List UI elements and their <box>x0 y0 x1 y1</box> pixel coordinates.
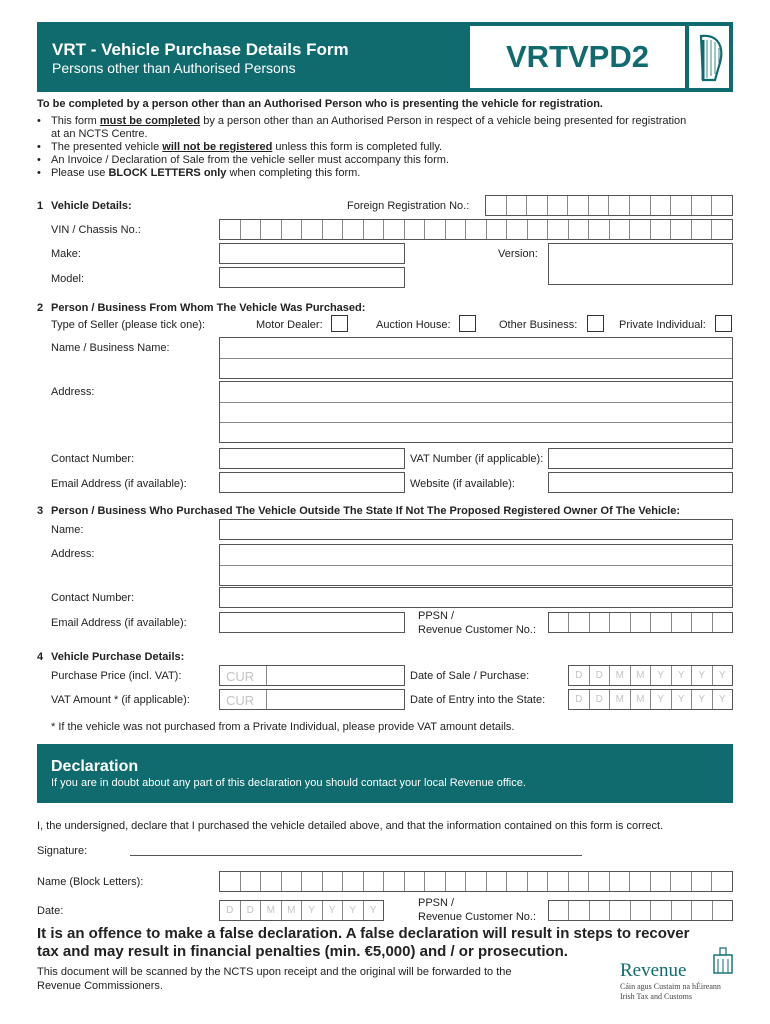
vin-input[interactable] <box>219 219 733 240</box>
version-input[interactable] <box>548 243 733 285</box>
auction-house-checkbox[interactable] <box>459 315 476 332</box>
harp-emblem-box <box>689 26 729 88</box>
entry-date-input[interactable]: D D M M Y Y Y Y <box>568 689 733 710</box>
seller-contact-input[interactable] <box>219 448 405 469</box>
section-2-title: Person / Business From Whom The Vehicle Was Purchased: <box>51 302 366 314</box>
signature-label: Signature: <box>37 845 88 857</box>
declaration-ppsn-label-2: Revenue Customer No.: <box>418 911 536 923</box>
declaration-banner <box>37 744 733 803</box>
declaration-title: Declaration <box>51 758 139 775</box>
signature-line[interactable] <box>130 855 582 856</box>
buyer-ppsn-label-1: PPSN / <box>418 610 455 622</box>
buyer-name-input[interactable] <box>219 519 733 540</box>
seller-name-input[interactable] <box>219 337 733 379</box>
section-1-title: Vehicle Details: <box>51 200 132 212</box>
model-input[interactable] <box>219 267 405 288</box>
declaration-subtitle: If you are in doubt about any part of this declaration you should contact your local Revenue office. <box>51 777 526 789</box>
section-3-number: 3 <box>37 505 44 517</box>
footer-note-2: Revenue Commissioners. <box>37 980 163 992</box>
revenue-logo-name: Revenue <box>620 960 687 981</box>
sale-date-label: Date of Sale / Purchase: <box>410 670 530 682</box>
seller-vat-label: VAT Number (if applicable): <box>410 453 544 465</box>
declaration-date-label: Date: <box>37 905 64 917</box>
field-divider <box>220 565 732 566</box>
block-name-input[interactable] <box>219 871 733 892</box>
buyer-name-label: Name: <box>51 524 84 536</box>
seller-email-input[interactable] <box>219 472 405 493</box>
seller-contact-label: Contact Number: <box>51 453 135 465</box>
form-subtitle: Persons other than Authorised Persons <box>52 60 296 76</box>
currency-placeholder: CUR <box>226 693 255 708</box>
field-divider <box>220 422 732 423</box>
buyer-contact-label: Contact Number: <box>51 592 135 604</box>
revenue-logo <box>620 945 740 1003</box>
buyer-ppsn-label-2: Revenue Customer No.: <box>418 624 536 636</box>
seller-website-input[interactable] <box>548 472 733 493</box>
form-title: VRT - Vehicle Purchase Details Form <box>52 40 349 59</box>
declaration-date-input[interactable]: D D M M Y Y Y Y <box>219 900 384 921</box>
vat-amount-label: VAT Amount * (if applicable): <box>51 694 190 706</box>
make-input[interactable] <box>219 243 405 264</box>
foreign-reg-label: Foreign Registration No.: <box>347 200 470 212</box>
seller-website-label: Website (if available): <box>410 478 515 490</box>
section-4-number: 4 <box>37 651 44 663</box>
seller-email-label: Email Address (if available): <box>51 478 187 490</box>
declaration-ppsn-label-1: PPSN / <box>418 897 455 909</box>
entry-date-label: Date of Entry into the State: <box>410 694 546 706</box>
motor-dealer-checkbox[interactable] <box>331 315 348 332</box>
model-label: Model: <box>51 273 85 285</box>
revenue-building-icon <box>712 945 734 975</box>
currency-divider <box>266 666 267 685</box>
field-divider <box>220 402 732 403</box>
currency-placeholder: CUR <box>226 669 255 684</box>
seller-type-label: Type of Seller (please tick one): <box>51 319 206 331</box>
intro-heading: To be completed by a person other than an Authorised Person who is presenting the vehicle for registration. <box>37 98 603 110</box>
block-name-label: Name (Block Letters): <box>37 876 144 888</box>
section-2-number: 2 <box>37 302 44 314</box>
revenue-logo-irish: Cáin agus Custaim na hÉireann <box>620 982 721 991</box>
seller-vat-input[interactable] <box>548 448 733 469</box>
other-business-checkbox[interactable] <box>587 315 604 332</box>
harp-icon <box>689 26 729 88</box>
purchase-price-input[interactable] <box>219 665 405 686</box>
section-3-title: Person / Business Who Purchased The Vehicle Outside The State If Not The Proposed Registered Owner Of The Vehicle: <box>51 505 680 517</box>
section-1-number: 1 <box>37 200 44 212</box>
sale-date-input[interactable]: D D M M Y Y Y Y <box>568 665 733 686</box>
make-label: Make: <box>51 248 81 260</box>
revenue-logo-english: Irish Tax and Customs <box>620 992 692 1001</box>
declaration-statement: I, the undersigned, declare that I purchased the vehicle detailed above, and that the information contained on this form is correct. <box>37 820 664 832</box>
declaration-ppsn-input[interactable] <box>548 900 733 921</box>
buyer-email-input[interactable] <box>219 612 405 633</box>
buyer-address-label: Address: <box>51 548 95 560</box>
form-code: VRTVPD2 <box>506 39 649 74</box>
field-divider <box>220 358 732 359</box>
purchase-price-label: Purchase Price (incl. VAT): <box>51 670 182 682</box>
other-business-label: Other Business: <box>499 319 578 331</box>
buyer-contact-input[interactable] <box>219 587 733 608</box>
section-4-title: Vehicle Purchase Details: <box>51 651 185 663</box>
motor-dealer-label: Motor Dealer: <box>256 319 323 331</box>
buyer-email-label: Email Address (if available): <box>51 617 187 629</box>
private-individual-label: Private Individual: <box>619 319 706 331</box>
false-declaration-warning-2: tax and may result in financial penalties (min. €5,000) and / or prosecution. <box>37 943 568 960</box>
buyer-address-input[interactable] <box>219 544 733 586</box>
foreign-reg-input[interactable] <box>485 195 733 216</box>
vin-label: VIN / Chassis No.: <box>51 224 141 236</box>
false-declaration-warning-1: It is an offence to make a false declaration. A false declaration will result in steps to recover <box>37 925 690 942</box>
seller-address-input[interactable] <box>219 381 733 443</box>
vat-note: * If the vehicle was not purchased from a Private Individual, please provide VAT amount details. <box>51 721 515 733</box>
version-label: Version: <box>498 248 538 260</box>
vat-amount-input[interactable] <box>219 689 405 710</box>
form-code-box <box>470 26 685 88</box>
seller-name-label: Name / Business Name: <box>51 342 170 354</box>
private-individual-checkbox[interactable] <box>715 315 732 332</box>
auction-house-label: Auction House: <box>376 319 451 331</box>
footer-note-1: This document will be scanned by the NCTS upon receipt and the original will be forwarded to the <box>37 966 512 978</box>
currency-divider <box>266 690 267 709</box>
seller-address-label: Address: <box>51 386 95 398</box>
buyer-ppsn-input[interactable] <box>548 612 733 633</box>
